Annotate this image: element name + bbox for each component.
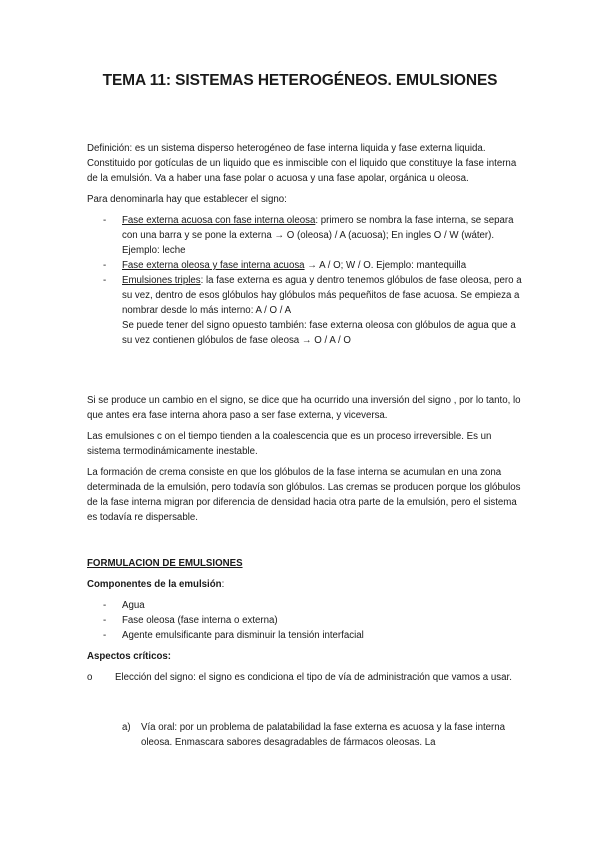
sign-item-text: → A / O; W / O. Ejemplo: mantequilla <box>304 260 467 271</box>
cream-paragraph: La formación de crema consiste en que los glóbulos de la fase interna se acumulan en una zona determinada de la emulsión, pero todavía son glóbulos. Las cremas se producen porque los glóbulos de la fase interna migran por diferencia de densidad hacia otra parte de la emulsión, pero el sistema es todavía re dispersable. <box>87 467 521 523</box>
components-heading: Componentes de la emulsión <box>87 579 222 590</box>
sub-item <box>87 720 527 750</box>
formulation-section <box>87 556 527 691</box>
critical-item <box>87 670 527 685</box>
dash-marker: - <box>103 600 107 611</box>
critical-item-text: Elección del signo: el signo es condiciona el tipo de vía de administración que vamos a usar. <box>115 672 512 683</box>
sign-item-term: Fase externa acuosa con fase interna oleosa <box>122 215 316 226</box>
component-item <box>87 598 527 613</box>
coalescence-paragraph: Las emulsiones c on el tiempo tienden a la coalescencia que es un proceso irreversible. Es un sistema termodinámicamente inestable. <box>87 431 492 457</box>
sub-list-section <box>87 720 527 750</box>
sign-list <box>87 213 527 348</box>
properties-section <box>87 393 527 531</box>
sign-item-extra: Se puede tener del signo opuesto también: fase externa oleosa con glóbulos de agua que a su vez contienen glóbulos de fase oleosa → O / A / O <box>122 320 516 346</box>
sign-list-item <box>87 273 527 348</box>
sign-intro-paragraph: Para denominarla hay que establecer el signo: <box>87 194 287 205</box>
sign-item-term: Emulsiones triples <box>122 275 201 286</box>
page-title: TEMA 11: SISTEMAS HETEROGÉNEOS. EMULSIONES <box>102 72 498 89</box>
critical-list <box>87 670 527 685</box>
dash-marker: - <box>103 215 107 226</box>
sign-list-item <box>87 258 527 273</box>
sign-item-term: Fase externa oleosa y fase interna acuosa <box>122 260 305 271</box>
component-text: Agente emulsificante para disminuir la tensión interfacial <box>122 630 364 641</box>
dash-marker: - <box>103 630 107 641</box>
sub-item-text: Vía oral: por un problema de palatabilidad la fase externa es acuosa y la fase interna oleosa. Enmascara sabores desagradables de fármacos oleosas. La <box>141 722 506 748</box>
components-list <box>87 598 527 643</box>
formulation-heading: FORMULACION DE EMULSIONES <box>87 558 243 569</box>
definition-section <box>87 141 527 354</box>
dash-marker: - <box>103 260 107 271</box>
component-text: Agua <box>122 600 145 611</box>
definition-paragraph: Definición: es un sistema disperso heterogéneo de fase interna liquida y fase externa liquida. Constituido por gotículas de un liquido que es inmiscible con el liquido que constituye la fase interna de la emulsión. Va a haber una fase polar o acuosa y una fase apolar, orgánica u oleosa. <box>87 143 517 184</box>
inversion-paragraph: Si se produce un cambio en el signo, se dice que ha ocurrido una inversión del signo , por lo tanto, lo que antes era fase interna ahora paso a ser fase externa, y viceversa. <box>87 395 521 421</box>
dash-marker: - <box>103 615 107 626</box>
sub-list <box>87 720 527 750</box>
o-bullet: o <box>87 672 93 683</box>
components-heading-line <box>87 577 527 592</box>
sign-item-text: : primero se nombra la fase interna, se separa con una barra y se pone la externa → O (oleosa) / A (acuosa); En ingles O / W (wáter). Ejemplo: leche <box>122 215 514 256</box>
sign-list-item <box>87 213 527 258</box>
sub-item-letter: a) <box>122 722 131 733</box>
dash-marker: - <box>103 275 107 286</box>
component-text: Fase oleosa (fase interna o externa) <box>122 615 278 626</box>
sign-item-text: : la fase externa es agua y dentro tenemos glóbulos de fase oleosa, pero a su vez, dentro de esos glóbulos hay glóbulos más pequeñitos de fase acuosa. Se empieza a nombrar desde lo más interno: A / O / A <box>122 275 522 316</box>
components-colon: : <box>221 579 225 590</box>
component-item <box>87 613 527 628</box>
component-item <box>87 628 527 643</box>
critical-heading: Aspectos críticos: <box>87 651 171 662</box>
